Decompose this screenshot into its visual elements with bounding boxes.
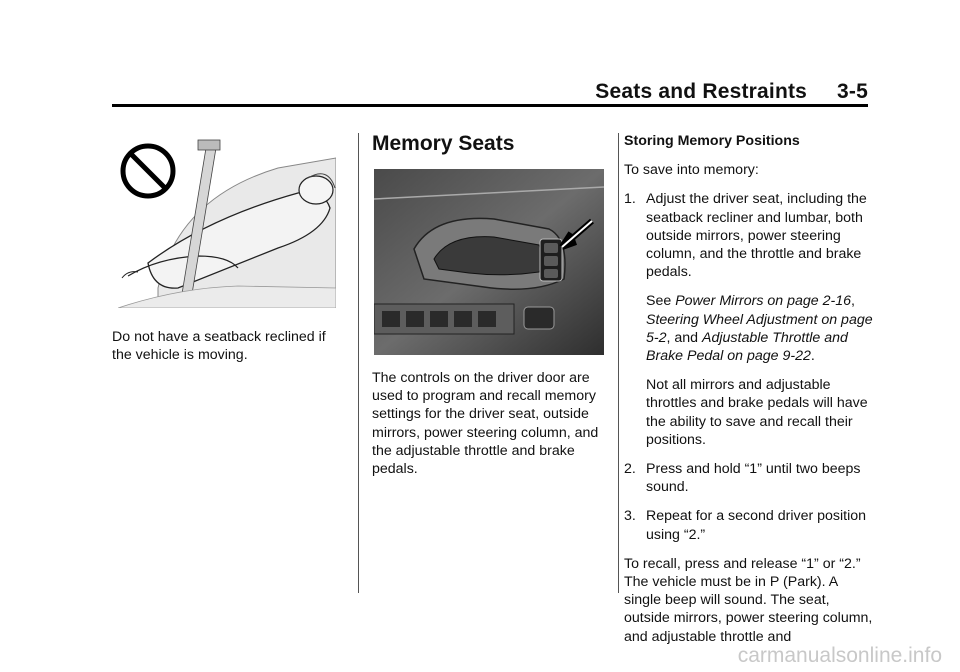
memory-seats-caption: The controls on the driver door are used to program and recall memory settings for the driver seat, outside mirrors, power steering column, and the adjustable throttle and brake pedals. bbox=[372, 370, 599, 478]
intro-text: To save into memory: bbox=[624, 162, 759, 179]
page-number: 3-5 bbox=[837, 80, 868, 103]
list-item: 2. Press and hold “1” until two beeps sound. bbox=[624, 461, 861, 496]
list-item: 3. Repeat for a second driver position using “2.” bbox=[624, 508, 867, 543]
list-item: 1. Adjust the driver seat, including the seatback recliner and lumbar, both outside mirrors, power steering column, and the throttle and brake pedals. bbox=[624, 191, 867, 281]
ref-power-mirrors[interactable]: Power Mirrors on page 2-16 bbox=[675, 293, 852, 310]
memory-seats-title: Memory Seats bbox=[372, 132, 515, 155]
watermark: carmanualsonline.info bbox=[737, 644, 942, 667]
ref-steering-wheel[interactable]: Steering Wheel Adjustment on page 5-2 bbox=[646, 311, 873, 346]
reclined-seat-warning-illustration bbox=[118, 138, 336, 308]
storing-memory-section bbox=[624, 132, 874, 646]
memory-seats-section bbox=[372, 132, 608, 156]
column-divider bbox=[358, 133, 359, 593]
cross-reference: See Power Mirrors on page 2-16, Steering Wheel Adjustment on page 5-2, and Adjustable Throttle and Brake Pedal on page 9-22. bbox=[646, 293, 873, 365]
storing-memory-heading: Storing Memory Positions bbox=[624, 133, 800, 149]
column-divider bbox=[618, 133, 619, 593]
header-rule bbox=[112, 104, 868, 107]
ref-throttle-brake[interactable]: Adjustable Throttle and Brake Pedal on page 9-22 bbox=[646, 329, 848, 365]
door-memory-controls-illustration bbox=[374, 169, 604, 355]
note-text: Not all mirrors and adjustable throttles and brake pedals will have the ability to save and recall their positions. bbox=[646, 377, 868, 448]
recall-text: To recall, press and release “1” or “2.” The vehicle must be in P (Park). A single beep will sound. The seat, outside mirrors, power steering column, and adjustable throttle and bbox=[624, 555, 873, 645]
page-header bbox=[112, 78, 868, 104]
section-title: Seats and Restraints bbox=[595, 80, 808, 103]
reclined-seat-caption: Do not have a seatback reclined if the vehicle is moving. bbox=[112, 329, 326, 364]
